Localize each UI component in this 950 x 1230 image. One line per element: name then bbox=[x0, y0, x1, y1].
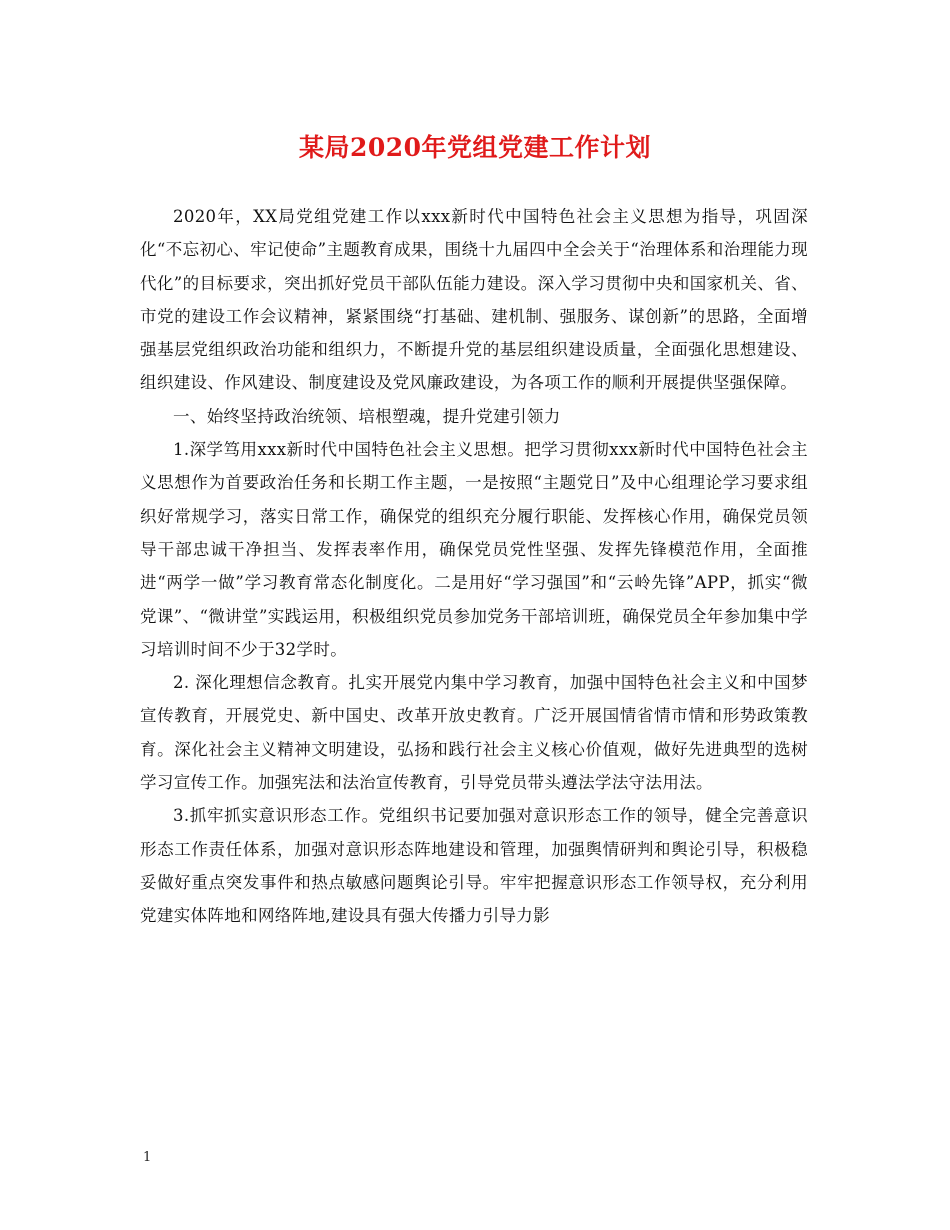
body-paragraph: 1.深学笃用xxx新时代中国特色社会主义思想。把学习贯彻xxx新时代中国特色社会主义思想作为首要政治任务和长期工作主题，一是按照“主题党日”及中心组理论学习要求组织好常规学习，落实日常工作，确保党的组织充分履行职能、发挥核心作用，确保党员领导干部忠诚干净担当、发挥表率作用，确保党员党性坚强、发挥先锋模范作用，全面推进“两学一做”学习教育常态化制度化。二是用好“学习强国”和“云岭先锋”APP，抓实“微党课”、“微讲堂”实践运用，积极组织党员参加党务干部培训班，确保党员全年参加集中学习培训时间不少于32学时。 bbox=[140, 440, 808, 659]
intro-paragraph: 2020年，XX局党组党建工作以xxx新时代中国特色社会主义思想为指导，巩固深化“不忘初心、牢记使命”主题教育成果，围绕十九届四中全会关于“治理体系和治理能力现代化”的目标要求，突出抓好党员干部队伍能力建设。深入学习贯彻中央和国家机关、省、市党的建设工作会议精神，紧紧围绕“打基础、建机制、强服务、谋创新”的思路，全面增强基层党组织政治功能和组织力，不断提升党的基层组织建设质量，全面强化思想建设、组织建设、作风建设、制度建设及党风廉政建设，为各项工作的顺利开展提供坚强保障。 bbox=[140, 207, 808, 393]
document-title: 某局2020年党组党建工作计划 bbox=[298, 133, 652, 162]
document-body bbox=[140, 200, 808, 933]
page-number: 1 bbox=[143, 1150, 152, 1165]
section-heading: 一、始终坚持政治统领、培根塑魂，提升党建引领力 bbox=[173, 406, 561, 426]
body-paragraph: 2. 深化理想信念教育。扎实开展党内集中学习教育，加强中国特色社会主义和中国梦宣传教育，开展党史、新中国史、改革开放史教育。广泛开展国情省情市情和形势政策教育。深化社会主义精神文明建设，弘扬和践行社会主义核心价值观，做好先进典型的选树学习宣传工作。加强宪法和法治宣传教育，引导党员带头遵法学法守法用法。 bbox=[140, 673, 808, 793]
body-paragraph: 3.抓牢抓实意识形态工作。党组织书记要加强对意识形态工作的领导，健全完善意识形态工作责任体系，加强对意识形态阵地建设和管理，加强舆情研判和舆论引导，积极稳妥做好重点突发事件和热点敏感问题舆论引导。牢牢把握意识形态工作领导权，充分利用党建实体阵地和网络阵地,建设具有强大传播力引导力影 bbox=[140, 806, 808, 926]
